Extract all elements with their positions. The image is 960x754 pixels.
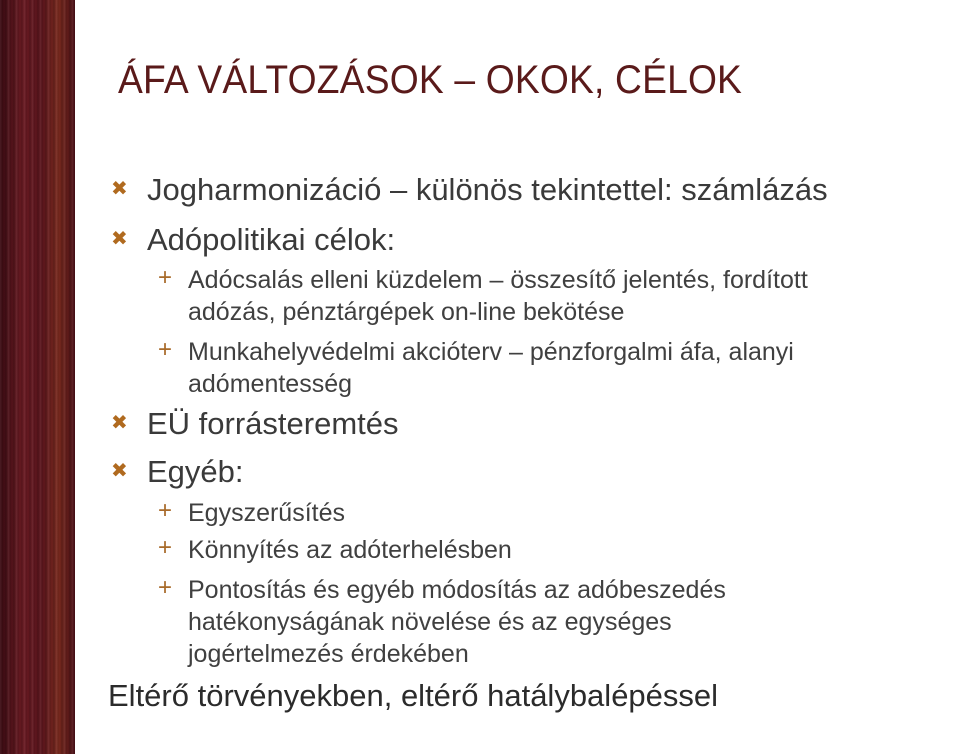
slide-title: ÁFA VÁLTOZÁSOK – OKOK, CÉLOK [118, 58, 743, 102]
sub-bullet-adocsalas [158, 264, 808, 328]
sub-bullet-text: Adócsalás elleni küzdelem – összesítő jelentés, fordított [188, 266, 808, 294]
bullet-text: Adópolitikai célok: [147, 222, 396, 257]
sub-bullet-egyszerusites [158, 497, 346, 529]
sub-bullet-pontositas [158, 574, 726, 670]
sub-bullet-text: adómentesség [188, 370, 353, 398]
x-bullet-icon: ✖ [111, 460, 128, 482]
plus-bullet-icon: + [158, 574, 173, 601]
sub-bullet-text: Pontosítás és egyéb módosítás az adóbeszedés [188, 576, 726, 604]
sub-bullet-text: jogértelmezés érdekében [188, 640, 469, 668]
sub-bullet-text: Egyszerűsítés [188, 499, 346, 527]
bullet-item-adopolitikai [111, 222, 396, 258]
sub-bullet-text: hatékonyságának növelése és az egységes [188, 608, 672, 636]
bullet-text: Egyéb: [147, 454, 244, 489]
plus-bullet-icon: + [158, 497, 173, 524]
bullet-text: EÜ forrásteremtés [147, 406, 399, 441]
bullet-item-egyeb [111, 454, 244, 490]
decorative-side-stripe [0, 0, 75, 754]
sub-bullet-text: Munkahelyvédelmi akcióterv – pénzforgalmi áfa, alanyi [188, 338, 794, 366]
slide-footer-note: Eltérő törvényekben, eltérő hatálybalépéssel [108, 678, 719, 713]
bullet-item-jogharmonizacio [111, 172, 828, 208]
sub-bullet-text: adózás, pénztárgépek on-line bekötése [188, 298, 625, 326]
plus-bullet-icon: + [158, 264, 173, 291]
x-bullet-icon: ✖ [111, 412, 128, 434]
bullet-text: Jogharmonizáció – különös tekintettel: számlázás [147, 172, 828, 207]
x-bullet-icon: ✖ [111, 178, 128, 200]
bullet-item-eu [111, 406, 399, 442]
plus-bullet-icon: + [158, 534, 173, 561]
sub-bullet-konnyites [158, 534, 512, 566]
x-bullet-icon: ✖ [111, 228, 128, 250]
sub-bullet-text: Könnyítés az adóterhelésben [188, 536, 512, 564]
plus-bullet-icon: + [158, 336, 173, 363]
sub-bullet-munkahelyvedelmi [158, 336, 794, 400]
